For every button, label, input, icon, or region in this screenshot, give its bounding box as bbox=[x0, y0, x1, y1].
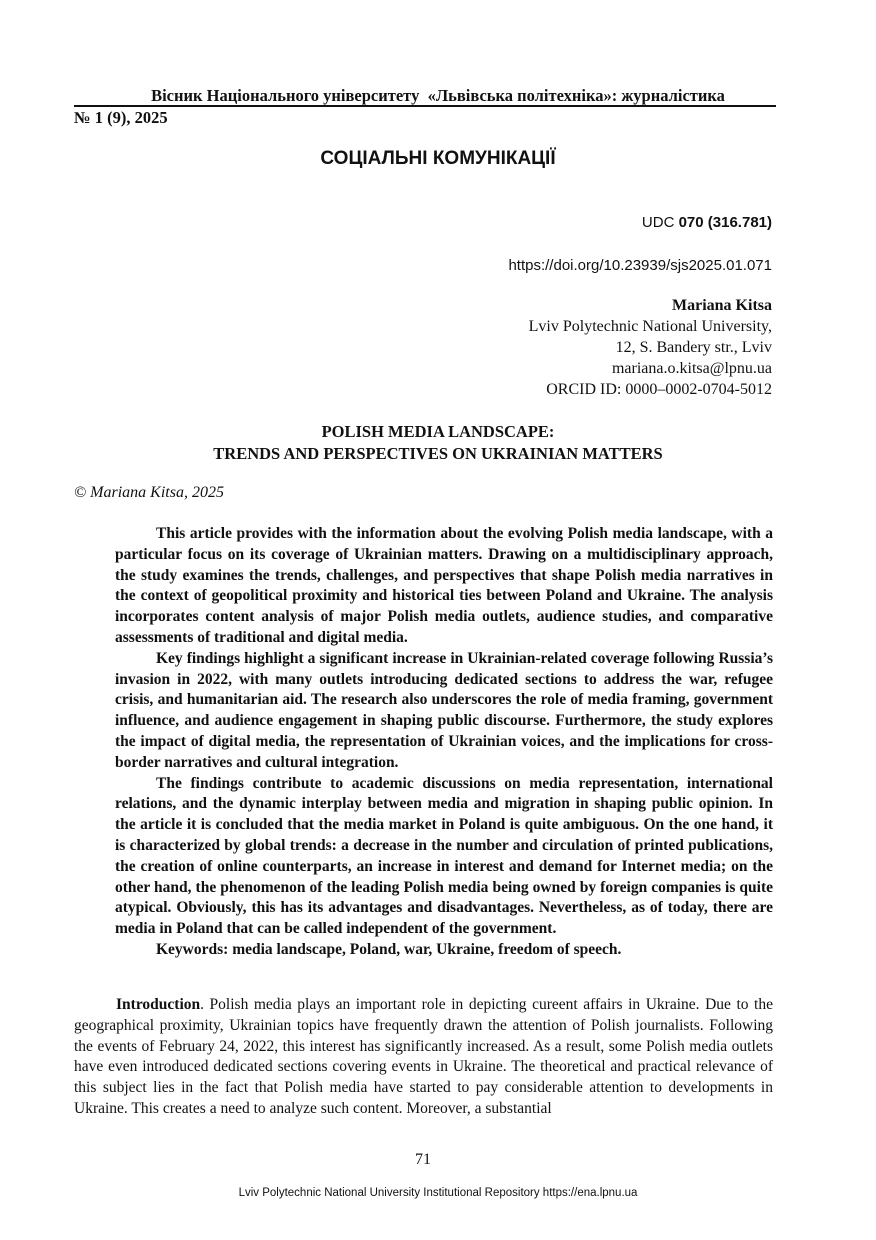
introduction-heading: Introduction bbox=[116, 996, 201, 1013]
introduction-text: . Polish media plays an important role in depicting cureent affairs in Ukraine. Due to the geographical proximity, Ukrainian topics have frequently drawn the attention of Polish journalists. Following the events of February 24, 2022, this interest has significantly increased. As a result, some Polish media outlets have even introduced dedicated sections covering events in Ukraine. The theoretical and practical relevance of this subject lies in the fact that Polish media have started to pay considerable attention to developments in Ukraine. This creates a need to analyze such content. Moreover, a substantial bbox=[74, 996, 773, 1117]
introduction bbox=[74, 995, 773, 1120]
udc-code: 070 (316.781) bbox=[678, 214, 772, 231]
udc bbox=[642, 214, 772, 231]
issue-number: № 1 (9), 2025 bbox=[74, 108, 168, 127]
copyright: © Mariana Kitsa, 2025 bbox=[74, 484, 224, 501]
author-block bbox=[529, 295, 772, 400]
article-title-line1: POLISH MEDIA LANDSCAPE: bbox=[321, 422, 555, 441]
author-email[interactable]: mariana.o.kitsa@lpnu.ua bbox=[611, 360, 772, 377]
abstract-paragraph-2: Key findings highlight a significant increase in Ukrainian-related coverage following Russia’s invasion in 2022, with many outlets introducing dedicated sections to address the war, refugee crisis, and humanitarian aid. The research also underscores the role of media framing, government influence, and audience engagement in shaping public discourse. Furthermore, the study explores the impact of digital media, the representation of Ukrainian voices, and the implications for cross-border narratives and cultural integration. bbox=[115, 649, 773, 771]
header-rule bbox=[74, 105, 776, 107]
article-title-line2: TRENDS AND PERSPECTIVES ON UKRAINIAN MATTERS bbox=[213, 444, 663, 463]
section-title: СОЦІАЛЬНІ КОМУНІКАЦІЇ bbox=[320, 148, 556, 169]
abstract bbox=[115, 524, 773, 961]
abstract-paragraph-3: The findings contribute to academic discussions on media representation, international relations, and the dynamic interplay between media and migration in shaping public opinion. In the article it is concluded that the media market in Poland is quite ambiguous. On the one hand, it is characterized by global trends: a decrease in the number and circulation of printed publications, the creation of online counterparts, an increase in interest and demand for Internet media; on the other hand, the phenomenon of the leading Polish media being owned by foreign companies is quite atypical. Obviously, this has its advantages and disadvantages. Nevertheless, as of today, there are media in Poland that can be called independent of the government. bbox=[115, 774, 773, 938]
author-orcid: ORCID ID: 0000–0002-0704-5012 bbox=[546, 381, 772, 398]
abstract-paragraph-1: This article provides with the information about the evolving Polish media landscape, with a particular focus on its coverage of Ukrainian matters. Drawing on a multidisciplinary approach, the study examines the trends, challenges, and perspectives that shape Polish media narratives in the context of geopolitical proximity and historical ties between Poland and Ukraine. The analysis incorporates content analysis of major Polish media outlets, audience studies, and comparative assessments of traditional and digital media. bbox=[115, 525, 773, 646]
author-address: 12, S. Bandery str., Lviv bbox=[615, 339, 772, 356]
udc-label: UDC bbox=[641, 214, 675, 231]
doi-link[interactable]: https://doi.org/10.23939/sjs2025.01.071 bbox=[508, 257, 772, 274]
keywords: Keywords: media landscape, Poland, war, Ukraine, freedom of speech. bbox=[156, 940, 622, 958]
article-title bbox=[0, 421, 876, 465]
introduction-paragraph bbox=[74, 995, 773, 1120]
repository-footer: Lviv Polytechnic National University Institutional Repository https://ena.lpnu.ua bbox=[238, 1187, 638, 1199]
author-name: Mariana Kitsa bbox=[672, 297, 772, 314]
journal-header: Вісник Національного університету «Львівська політехніка»: журналістика bbox=[151, 86, 725, 105]
author-affiliation: Lviv Polytechnic National University, bbox=[528, 318, 772, 335]
page-number: 71 bbox=[415, 1151, 431, 1168]
